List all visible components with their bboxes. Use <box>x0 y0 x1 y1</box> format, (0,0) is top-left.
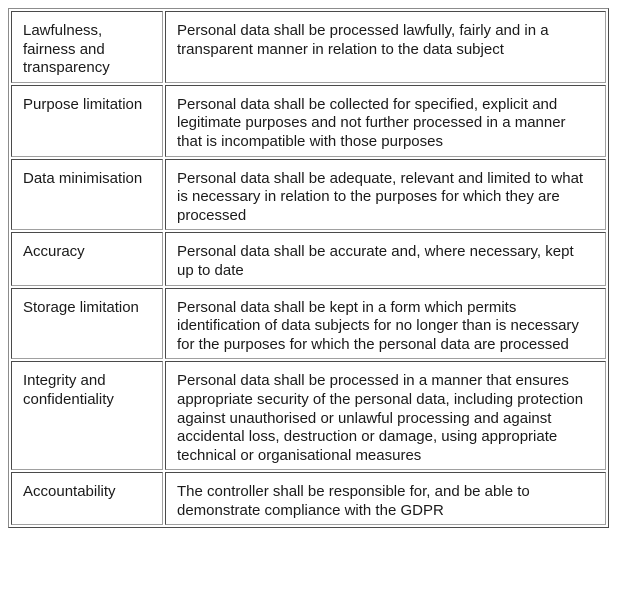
principle-cell: Data minimisation <box>11 159 163 231</box>
description-cell: The controller shall be responsible for, and be able to demonstrate compliance with the GDPR <box>165 472 606 525</box>
description-cell: Personal data shall be collected for specified, explicit and legitimate purposes and not further processed in a manner that is incompatible with those purposes <box>165 85 606 157</box>
table-row <box>11 159 606 231</box>
principle-cell: Accountability <box>11 472 163 525</box>
principle-cell: Accuracy <box>11 232 163 285</box>
principle-cell: Integrity and confidentiality <box>11 361 163 470</box>
description-cell: Personal data shall be kept in a form which permits identification of data subjects for no longer than is necessary for the purposes for which the personal data are processed <box>165 288 606 360</box>
description-cell: Personal data shall be processed in a manner that ensures appropriate security of the personal data, including protection against unauthorised or unlawful processing and against accidental loss, destruction or damage, using appropriate technical or organisational measures <box>165 361 606 470</box>
table-row <box>11 232 606 285</box>
gdpr-principles-table <box>8 8 609 528</box>
principle-cell: Lawfulness, fairness and transparency <box>11 11 163 83</box>
description-cell: Personal data shall be accurate and, where necessary, kept up to date <box>165 232 606 285</box>
table-row <box>11 11 606 83</box>
table-row <box>11 288 606 360</box>
table-row <box>11 85 606 157</box>
principle-cell: Storage limitation <box>11 288 163 360</box>
table-row <box>11 361 606 470</box>
principles-table-container <box>8 8 608 528</box>
description-cell: Personal data shall be processed lawfully, fairly and in a transparent manner in relation to the data subject <box>165 11 606 83</box>
description-cell: Personal data shall be adequate, relevant and limited to what is necessary in relation to the purposes for which they are processed <box>165 159 606 231</box>
table-row <box>11 472 606 525</box>
principle-cell: Purpose limitation <box>11 85 163 157</box>
